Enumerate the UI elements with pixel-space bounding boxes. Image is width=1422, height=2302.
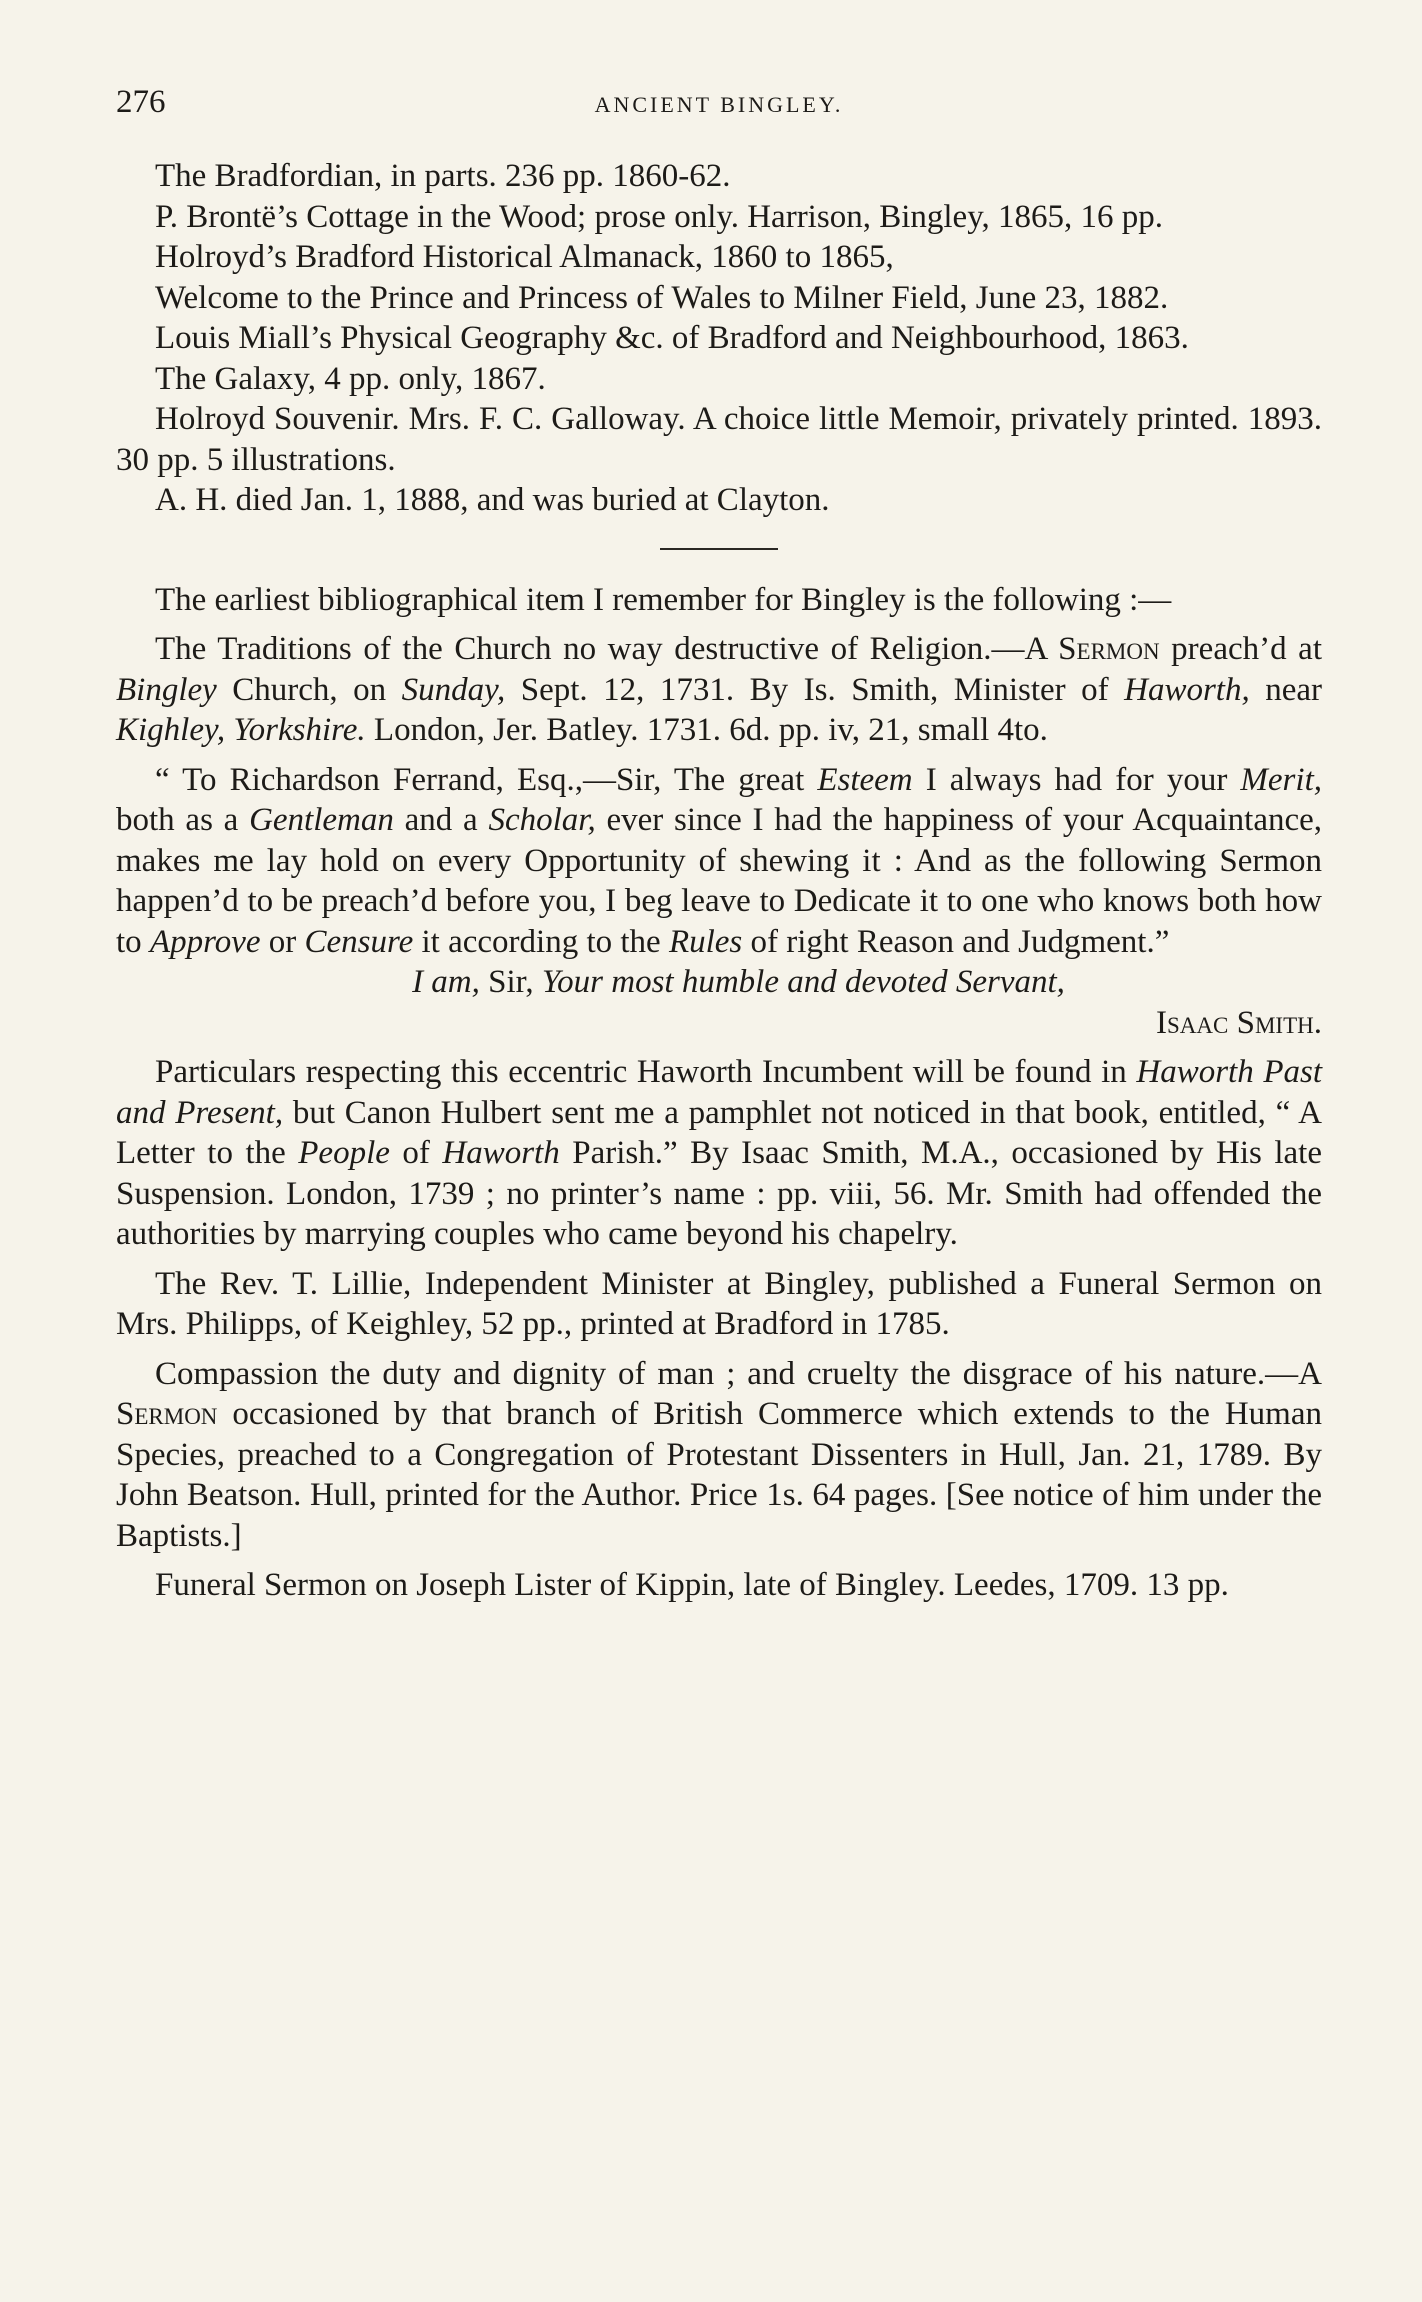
sign-off-sir: Sir, — [479, 964, 542, 1000]
sign-off-servant: Your most humble and devoted Servant, — [541, 964, 1065, 1000]
compassion-paragraph — [116, 1354, 1322, 1557]
traditions-bingley: Bingley — [116, 671, 217, 708]
entry-bronte-cottage: P. Brontë’s Cottage in the Wood; prose only. Harrison, Bingley, 1865, 16 pp. — [155, 198, 1164, 235]
particulars-text: Parish.” By Isaac Smith, M.A., occasioned by His late Suspension. London, 1739 ; no printer’s name : pp. viii, 56. Mr. Smith had offended the authorities by marrying couples who came beyond his chapelry. — [116, 1135, 1322, 1252]
traditions-paragraph — [116, 629, 1322, 751]
entry-holroyd-almanack: Holroyd’s Bradford Historical Almanack, 1860 to 1865, — [155, 239, 894, 275]
dedication-rules: Rules — [668, 923, 743, 960]
entry-miall-geography: Louis Miall’s Physical Geography &c. of Bradford and Neighbourhood, 1863. — [155, 320, 1189, 356]
compassion-sermon: Sermon — [116, 1396, 218, 1432]
particulars-people: People — [298, 1135, 390, 1171]
traditions-kighley: Kighley, Yorkshire. — [116, 712, 366, 748]
particulars-text: Particulars respecting this eccentric Haworth Incumbent will be found in — [155, 1054, 1137, 1090]
entry-galaxy: The Galaxy, 4 pp. only, 1867. — [155, 360, 546, 397]
book-page — [116, 84, 1322, 1606]
traditions-text: Church, on — [216, 671, 402, 708]
dedication-text: and a — [393, 802, 489, 838]
traditions-text: preach’d at — [1159, 631, 1322, 667]
dedication-sign-off — [116, 962, 1322, 1003]
compassion-text: occasioned by that branch of British Commerce which extends to the Human Species, preached to a Congregation of Protestant Dissenters in Hull, Jan. 21, 1789. By John Beatson. Hull, printed for the Author. Price 1s. 64 pages. [See notice of him under the Baptists.] — [116, 1396, 1322, 1554]
dedication-scholar: Scholar, — [488, 802, 596, 838]
dedication-gentleman: Gentleman — [249, 802, 394, 838]
lillie-paragraph: The Rev. T. Lillie, Independent Minister at Bingley, published a Funeral Sermon on Mrs. Philipps, of Keighley, 52 pp., printed at Bradford in 1785. — [116, 1265, 1322, 1342]
dedication-merit: Merit, — [1240, 761, 1322, 798]
dedication-text: “ To Richardson Ferrand, Esq.,—Sir, The great — [155, 761, 818, 798]
traditions-text: London, Jer. Batley. 1731. 6d. pp. iv, 21, small 4to. — [365, 712, 1048, 748]
section-divider — [660, 548, 778, 550]
compassion-text: Compassion the duty and dignity of man ; and cruelty the disgrace of his nature.—A — [155, 1355, 1322, 1392]
particulars-book-title: Haworth Past and Present, — [116, 1054, 1322, 1131]
traditions-text: near — [1249, 671, 1322, 708]
page-body — [116, 156, 1322, 1606]
traditions-sermon: Sermon — [1058, 631, 1160, 667]
lister-paragraph: Funeral Sermon on Joseph Lister of Kippin, late of Bingley. Leedes, 1709. 13 pp. — [155, 1567, 1229, 1603]
traditions-sunday: Sunday, — [401, 671, 506, 708]
traditions-haworth: Haworth, — [1124, 671, 1250, 708]
dedication-signature: Isaac Smith. — [1156, 1004, 1322, 1041]
dedication-text: of right Reason and Judgment.” — [742, 923, 1170, 960]
entry-bradfordian: The Bradfordian, in parts. 236 pp. 1860-62. — [155, 158, 731, 194]
particulars-text: of — [389, 1135, 443, 1171]
running-title: ANCIENT BINGLEY. — [594, 92, 844, 117]
dedication-text: ever since I had the happiness of your Acquaintance, makes me lay hold on every Opportunity of shewing it : And as the following Sermon happen’d to be preach’d before you, I beg leave to Dedicate it to one who knows both how to — [116, 802, 1323, 960]
traditions-text: The Traditions of the Church no way destructive of Religion.—A — [155, 631, 1059, 667]
dedication-text: I always had for your — [912, 761, 1241, 798]
entry-welcome-prince: Welcome to the Prince and Princess of Wales to Milner Field, June 23, 1882. — [155, 279, 1169, 316]
sign-off-i-am: I am, — [412, 964, 480, 1000]
dedication-esteem: Esteem — [817, 761, 913, 798]
dedication-text: or — [260, 923, 305, 960]
dedication-censure: Censure — [304, 923, 414, 960]
particulars-text: but Canon Hulbert sent me a pamphlet not noticed in that book, entitled, “ A Letter to the — [116, 1094, 1322, 1171]
page-header — [116, 84, 1322, 134]
entry-ah-died: A. H. died Jan. 1, 1888, and was buried at Clayton. — [155, 482, 830, 518]
traditions-text: Sept. 12, 1731. By Is. Smith, Minister of — [505, 671, 1125, 708]
particulars-paragraph — [116, 1052, 1322, 1255]
entry-holroyd-souvenir: Holroyd Souvenir. Mrs. F. C. Galloway. A choice little Memoir, privately printed. 1893. 30 pp. 5 illustrations. — [116, 401, 1322, 478]
particulars-haworth: Haworth — [442, 1135, 560, 1171]
dedication-text: both as a — [116, 802, 250, 838]
page-number: 276 — [116, 84, 166, 120]
dedication-paragraph — [116, 760, 1322, 963]
dedication-approve: Approve — [149, 923, 261, 960]
dedication-text: it according to the — [413, 923, 669, 960]
earliest-intro-paragraph: The earliest bibliographical item I remember for Bingley is the following :— — [155, 581, 1172, 618]
